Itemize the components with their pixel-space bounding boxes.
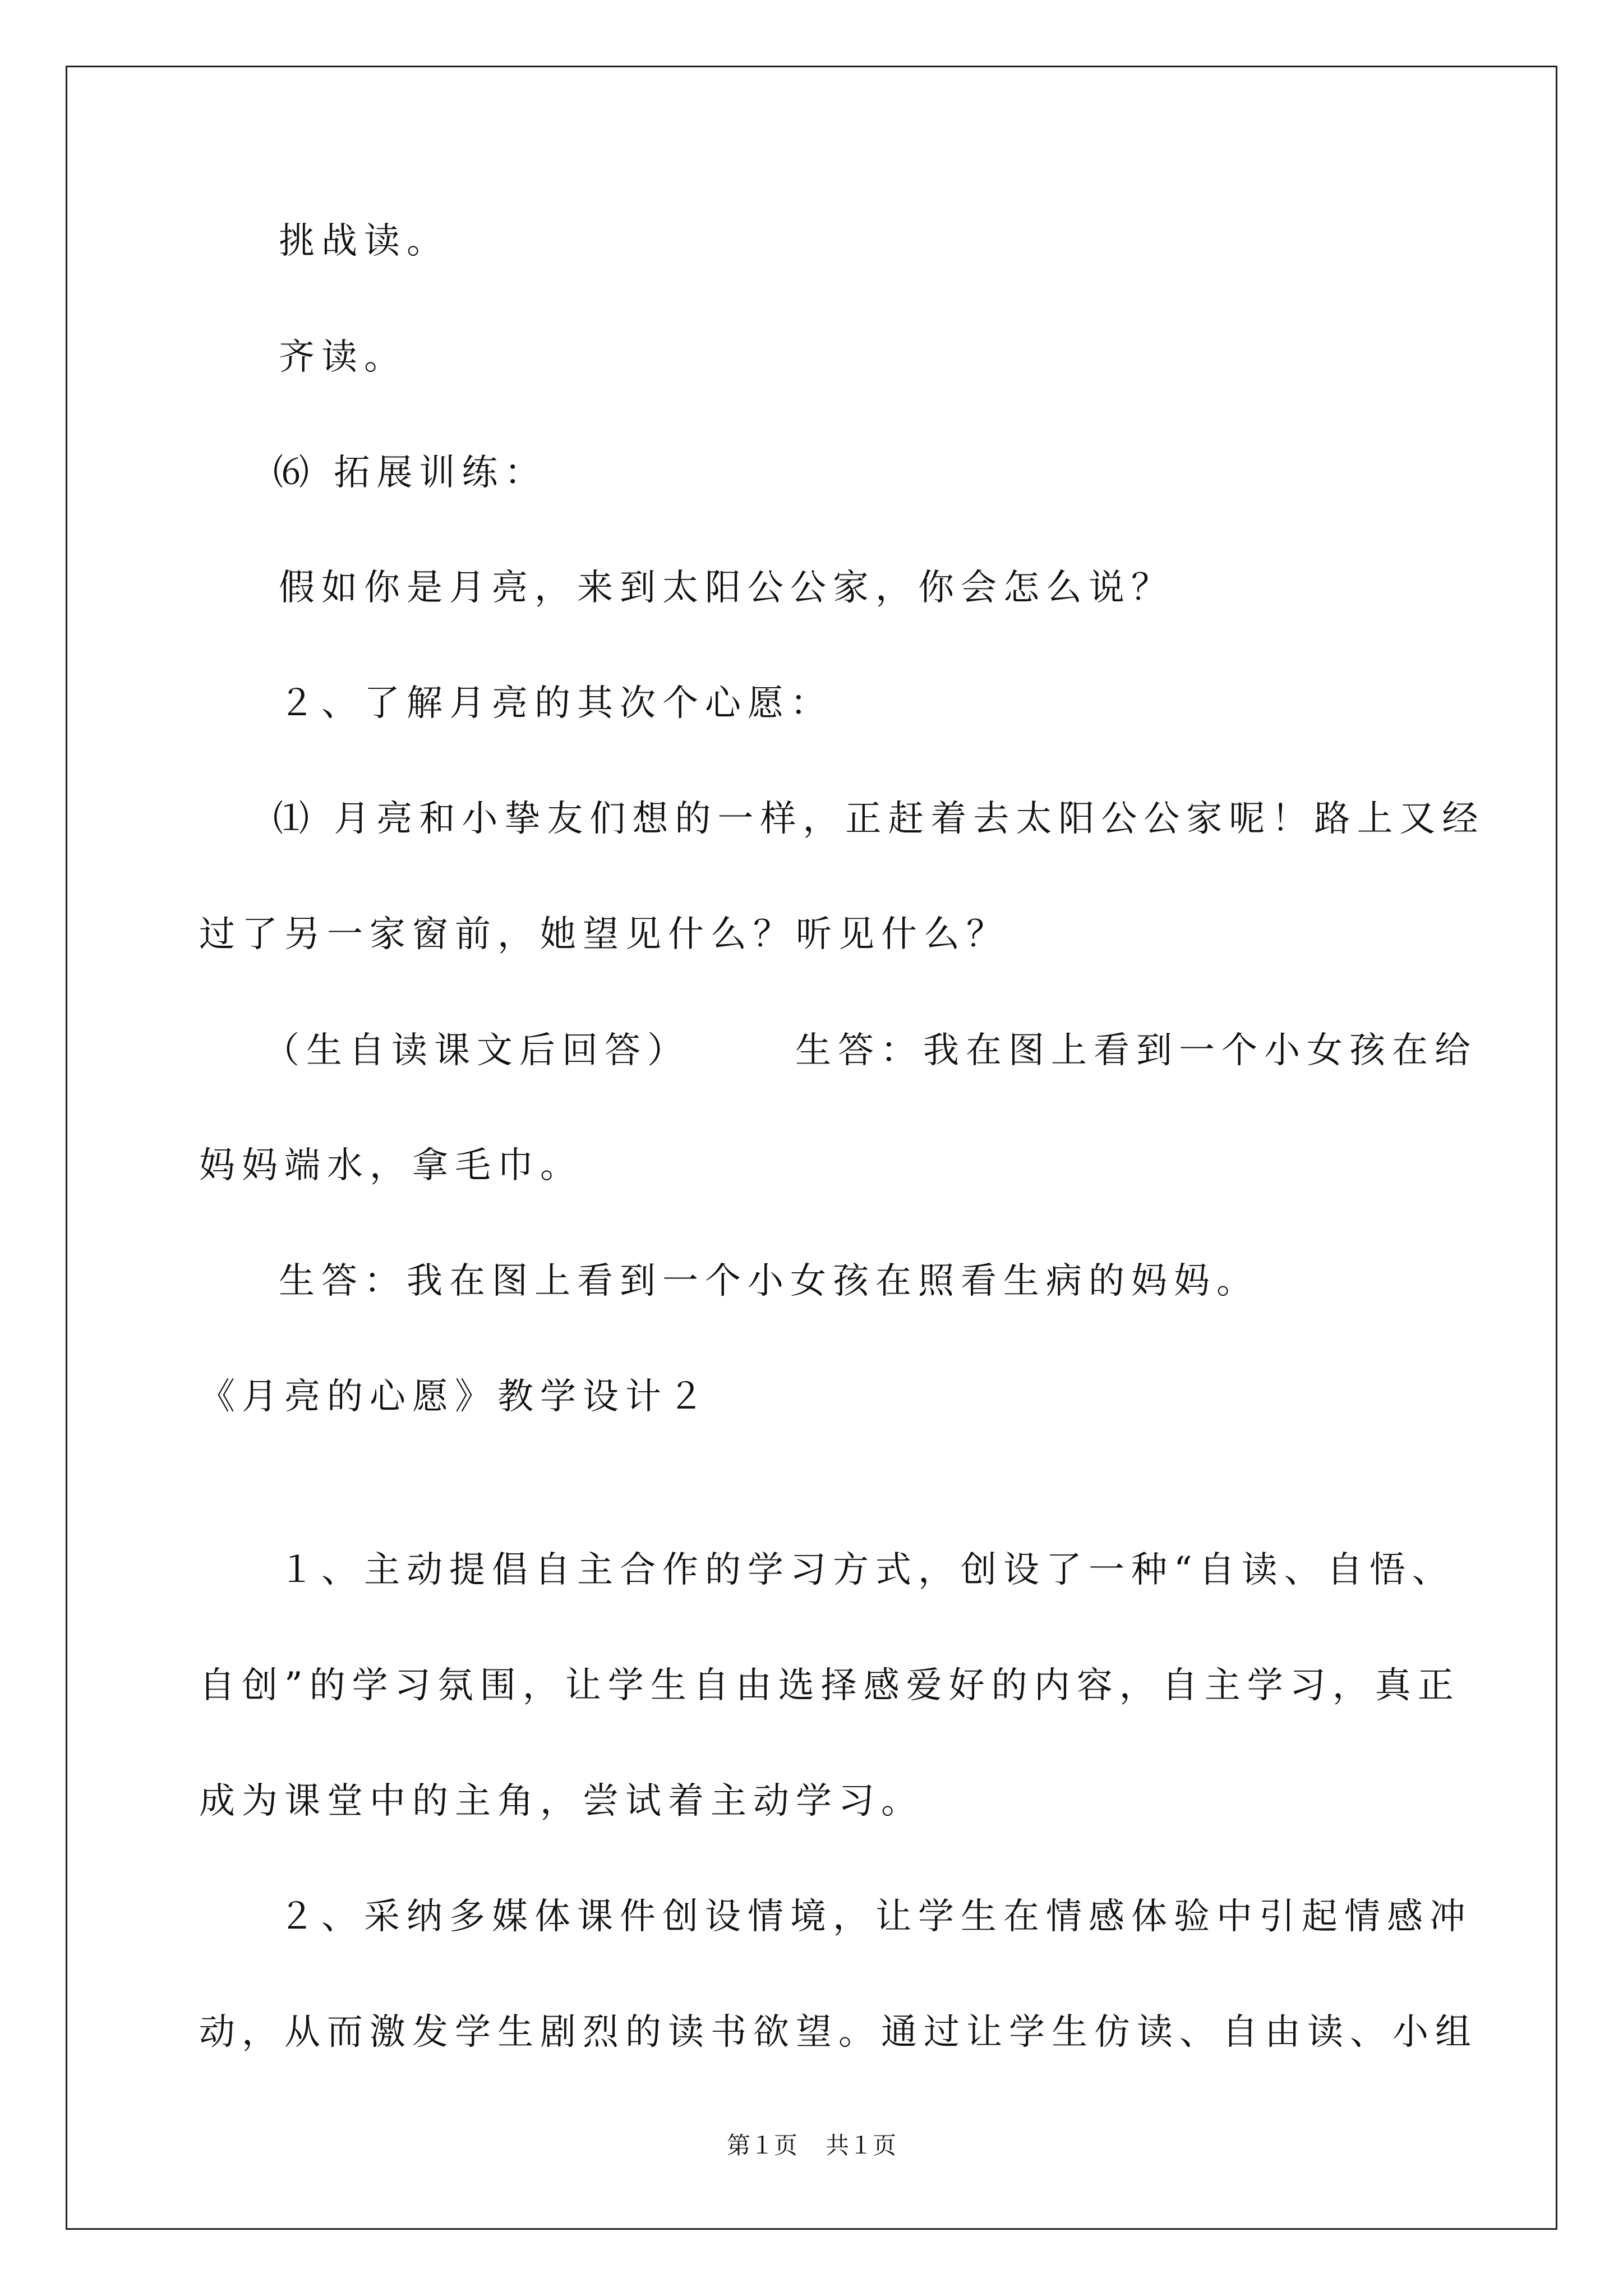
page-footer [0,2132,1623,2160]
text-line: 动，从而激发学生剧烈的读书欲望。通过让学生仿读、自由读、小组 [199,2012,1478,2053]
text-line: 生答：我在图上看到一个小女孩在给 [795,1030,1477,1071]
text-line: 成为课堂中的主角，尝试着主动学习。 [199,1780,924,1822]
text-line: （生自读课文后回答） [264,1030,690,1071]
page-total: 共１页 [826,2132,897,2159]
text-line: 自创”的学习氛围，让学生自由选择感爱好的内容，自主学习，真正 [199,1665,1460,1706]
text-line: ⑴ 月亮和小挚友们想的一样，正赶着去太阳公公家呢！路上又经 [273,798,1485,840]
section-title: 《月亮的心愿》教学设计２ [199,1376,711,1418]
page-number: 第１页 [726,2132,797,2159]
text-line: 生答：我在图上看到一个小女孩在照看生病的妈妈。 [279,1260,1259,1302]
text-line: 齐读。 [279,337,407,378]
text-line: ２、了解月亮的其次个心愿： [279,683,833,724]
text-line: ２、采纳多媒体课件创设情境，让学生在情感体验中引起情感冲 [279,1896,1472,1938]
text-line: ⑹ 拓展训练： [273,452,547,494]
text-line: 过了另一家窗前，她望见什么？听见什么？ [199,914,1009,955]
text-line: 妈妈端水，拿毛巾。 [199,1145,583,1186]
text-line: 挑战读。 [279,220,449,262]
text-line: 假如你是月亮，来到太阳公公家，你会怎么说？ [279,567,1174,609]
text-line: １、主动提倡自主合作的学习方式，创设了一种“自读、自悟、 [279,1549,1455,1591]
